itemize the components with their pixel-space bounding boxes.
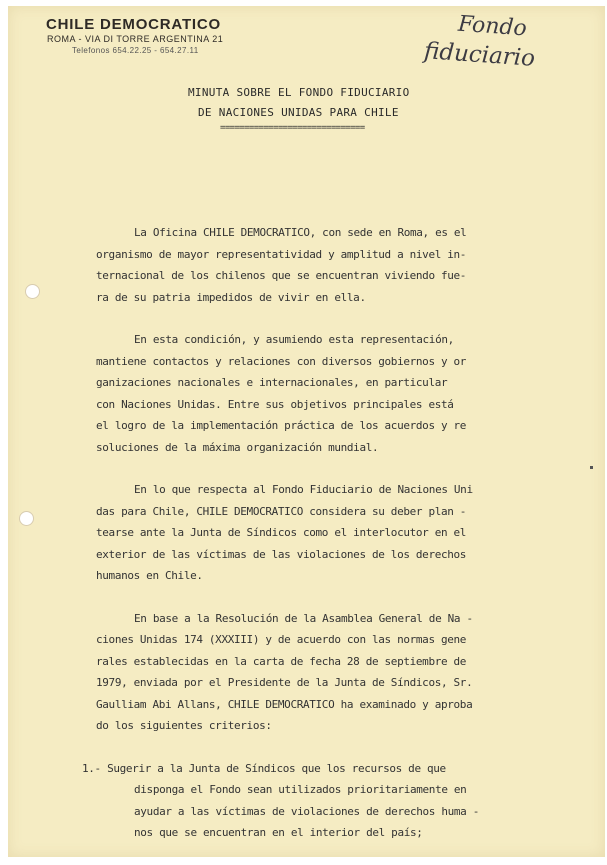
paragraph [96,608,538,737]
paragraph [96,479,538,587]
text-line: humanos en Chile. [96,569,203,582]
text-line: das para Chile, CHILE DEMOCRATICO considera su deber plan - [96,504,467,518]
title-underline: ============================== [220,123,365,133]
text-line: disponga el Fondo sean utilizados prioritariamente en [134,783,467,796]
text-line: En lo que respecta al Fondo Fiduciario de Naciones Uni [134,483,473,496]
text-line: do los siguientes criterios: [96,719,272,732]
paragraph [96,222,538,308]
text-line: tearse ante la Junta de Síndicos como el interlocutor en el [96,526,467,539]
numbered-item [82,758,538,844]
punch-hole [25,284,40,299]
text-line: ganizaciones nacionales e internacionales, en particular [96,376,448,389]
text-line: ayudar a las víctimas de violaciones de derechos huma - [134,804,479,818]
text-line: organismo de mayor representatividad y amplitud a nivel in- [96,247,467,261]
letterhead [46,16,223,56]
text-line: mantiene contactos y relaciones con diversos gobiernos y or [96,354,467,368]
text-line: 1.- Sugerir a la Junta de Síndicos que los recursos de que [82,761,446,775]
text-line: rales establecidas en la carta de fecha 28 de septiembre de [96,654,467,668]
text-line: ciones Unidas 174 (XXXIII) y de acuerdo con las normas gene [96,633,467,646]
text-line: nos que se encuentran en el interior del país; [134,826,423,839]
paragraph [96,329,538,458]
document-page [8,6,605,857]
text-line: Gaulliam Abi Allans, CHILE DEMOCRATICO ha examinado y aproba [96,697,473,711]
title-line-2: DE NACIONES UNIDAS PARA CHILE [198,106,399,119]
text-line: con Naciones Unidas. Entre sus objetivos principales está [96,397,454,411]
ink-mark [590,466,593,469]
handwritten-note-line-1: Fondo [457,11,528,42]
text-line: ra de su patria impedidos de vivir en ella. [96,290,366,304]
text-line: La Oficina CHILE DEMOCRATICO, con sede en Roma, es el [134,226,467,239]
text-line: soluciones de la máxima organización mundial. [96,440,379,454]
org-address: ROMA - VIA DI TORRE ARGENTINA 21 [47,34,224,44]
org-name: CHILE DEMOCRATICO [46,16,221,33]
handwritten-note-line-2: fiduciario [423,38,536,72]
text-line: el logro de la implementación práctica de los acuerdos y re [96,419,467,432]
text-line: En esta condición, y asumiendo esta representación, [134,333,454,346]
document-body [82,222,538,865]
text-line: ternacional de los chilenos que se encuentran viviendo fue- [96,269,467,282]
org-phone: Telefonos 654.22.25 - 654.27.11 [72,46,199,55]
document-title [188,83,410,134]
title-line-1: MINUTA SOBRE EL FONDO FIDUCIARIO [188,86,410,99]
punch-hole [19,511,34,526]
text-line: exterior de las víctimas de las violaciones de los derechos [96,547,467,561]
text-line: 1979, enviada por el Presidente de la Junta de Síndicos, Sr. [96,676,473,689]
text-line: En base a la Resolución de la Asamblea General de Na - [134,611,473,625]
